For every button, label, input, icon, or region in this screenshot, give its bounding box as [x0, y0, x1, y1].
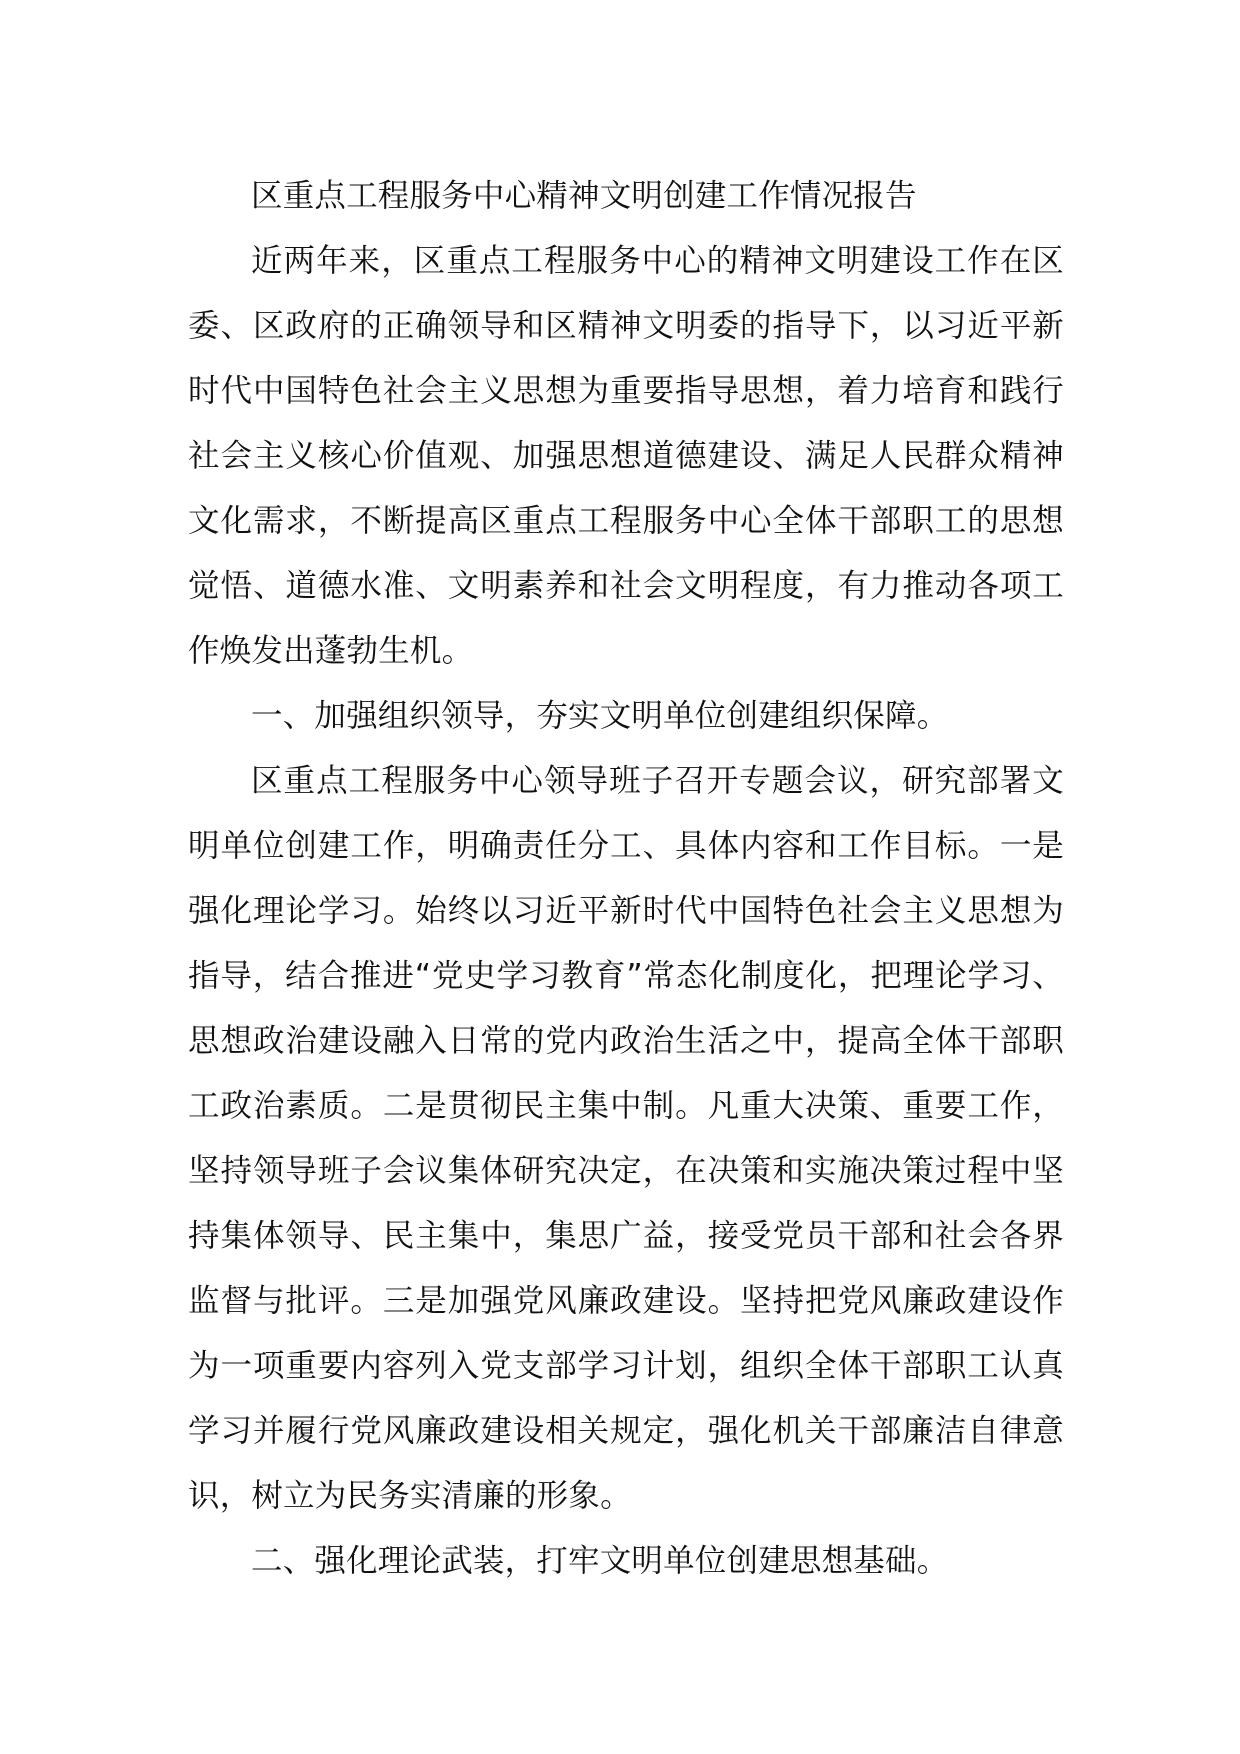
- document-body: [188, 164, 1064, 1594]
- section-heading-1: 一、加强组织领导，夯实文明单位创建组织保障。: [251, 698, 949, 734]
- intro-paragraph: 近两年来，区重点工程服务中心的精神文明建设工作在区委、区政府的正确领导和区精神文明委的指导下，以习近平新时代中国特色社会主义思想为重要指导思想，着力培育和践行社会主义核心价值观、加强思想道德建设、满足人民群众精神文化需求，不断提高区重点工程服务中心全体干部职工的思想觉悟、道德水准、文明素养和社会文明程度，有力推动各项工作焕发出蓬勃生机。: [188, 243, 1064, 669]
- section-1-paragraph: 区重点工程服务中心领导班子召开专题会议，研究部署文明单位创建工作，明确责任分工、具体内容和工作目标。一是强化理论学习。始终以习近平新时代中国特色社会主义思想为指导，结合推进“党史学习教育”常态化制度化，把理论学习、思想政治建设融入日常的党内政治生活之中，提高全体干部职工政治素质。二是贯彻民主集中制。凡重大决策、重要工作，坚持领导班子会议集体研究决定，在决策和实施决策过程中坚持集体领导、民主集中，集思广益，接受党员干部和社会各界监督与批评。三是加强党风廉政建设。坚持把党风廉政建设作为一项重要内容列入党支部学习计划，组织全体干部职工认真学习并履行党风廉政建设相关规定，强化机关干部廉洁自律意识，树立为民务实清廉的形象。: [188, 763, 1064, 1514]
- document-title: 区重点工程服务中心精神文明创建工作情况报告: [251, 178, 917, 214]
- section-heading-2: 二、强化理论武装，打牢文明单位创建思想基础。: [251, 1543, 949, 1579]
